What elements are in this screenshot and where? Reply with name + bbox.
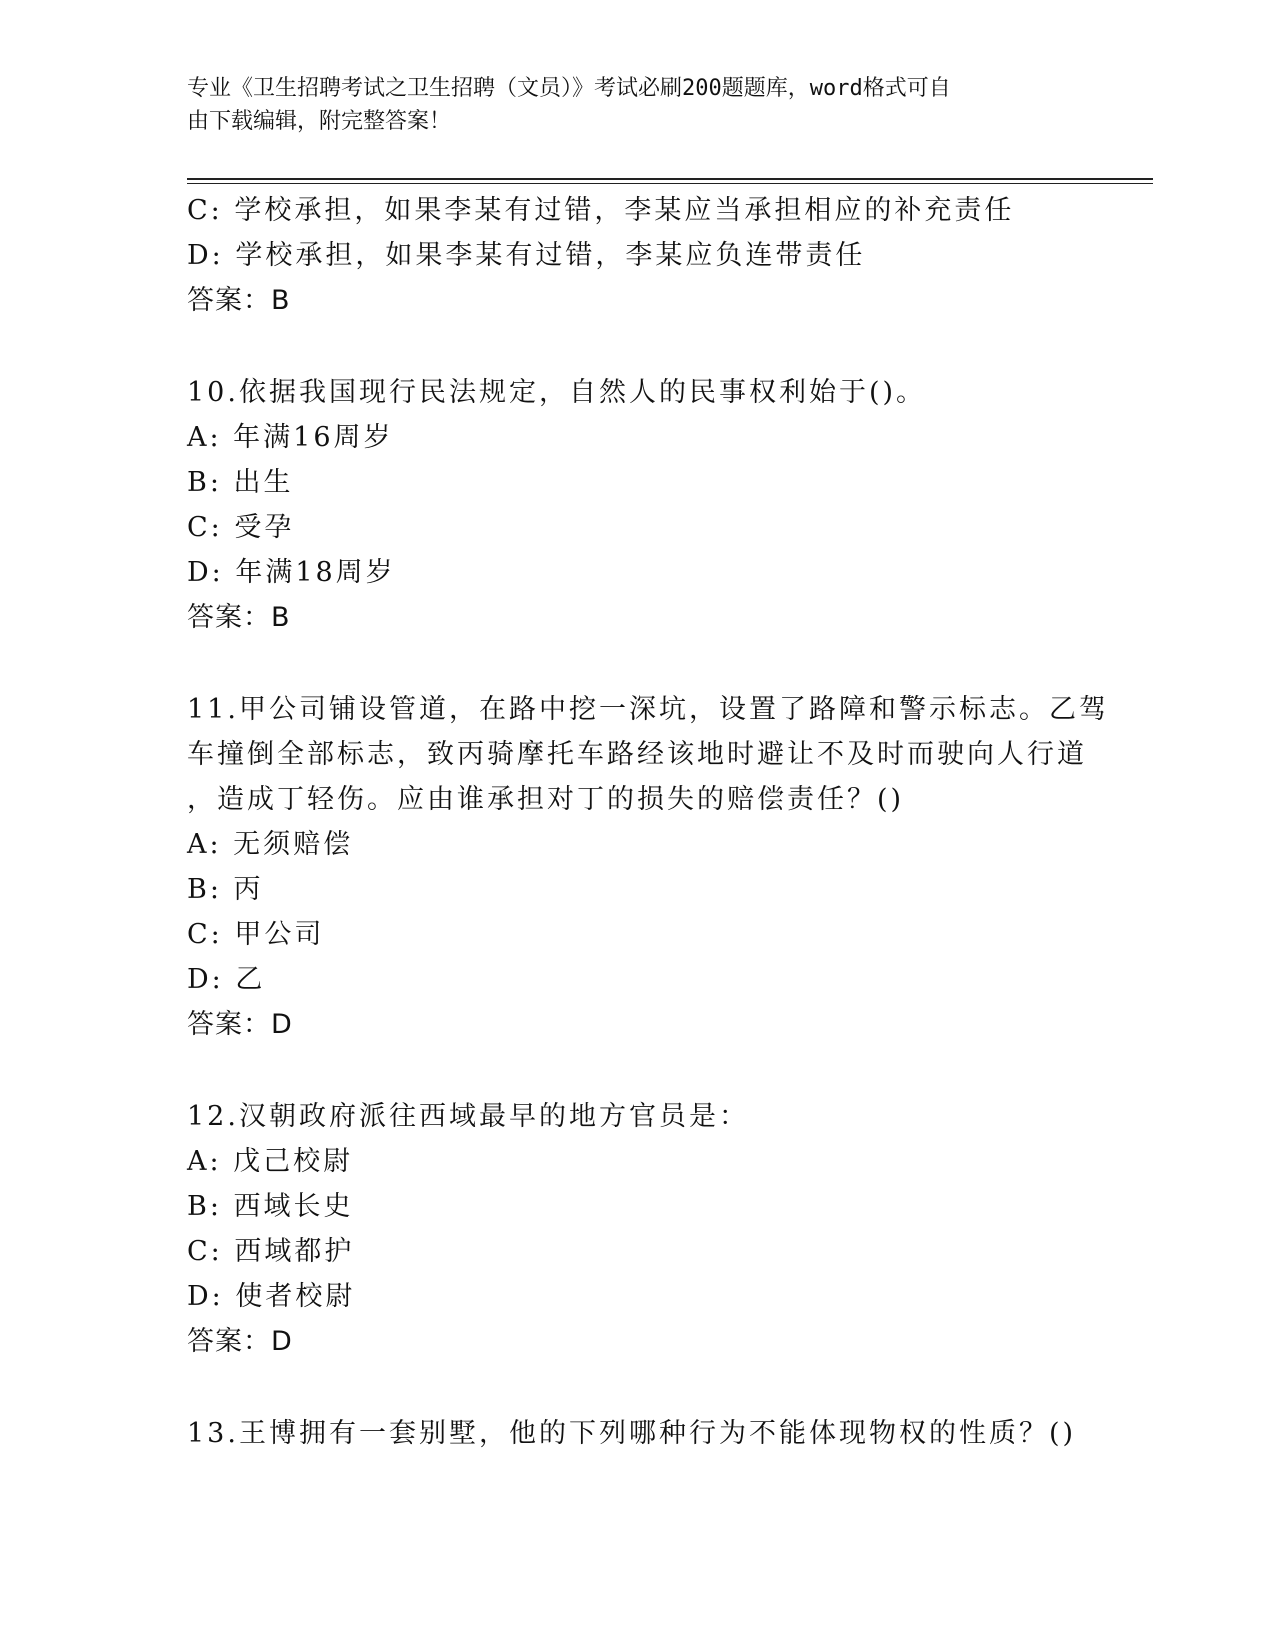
- question-12-option-a: A: 戊己校尉: [187, 1146, 354, 1177]
- question-10: [187, 370, 1127, 640]
- prev-option-d: D: 学校承担，如果李某有过错，李某应负连带责任: [187, 240, 866, 271]
- document-header: [187, 72, 1067, 138]
- question-11-text-line-2: 车撞倒全部标志，致丙骑摩托车路经该地时避让不及时而驶向人行道: [187, 739, 1087, 770]
- question-12-answer: 答案：D: [187, 1326, 293, 1357]
- question-13-text: 13.王博拥有一套别墅，他的下列哪种行为不能体现物权的性质？(): [187, 1418, 1077, 1449]
- question-11-option-b: B: 丙: [187, 874, 264, 905]
- question-11-option-c: C: 甲公司: [187, 919, 325, 950]
- question-list: [187, 188, 1127, 1456]
- question-11-text-line-3: ，造成丁轻伤。应由谁承担对丁的损失的赔偿责任？(): [187, 784, 905, 815]
- question-12: [187, 1094, 1127, 1364]
- question-10-answer: 答案：B: [187, 602, 291, 633]
- header-divider-thin: [187, 183, 1153, 184]
- question-11-text-line-1: 11.甲公司铺设管道，在路中挖一深坑，设置了路障和警示标志。乙驾: [187, 694, 1109, 725]
- question-12-text: 12.汉朝政府派往西域最早的地方官员是：: [187, 1101, 749, 1132]
- question-12-option-c: C: 西域都护: [187, 1236, 355, 1267]
- prev-option-c: C: 学校承担，如果李某有过错，李某应当承担相应的补充责任: [187, 195, 1015, 226]
- question-11: [187, 687, 1127, 1047]
- header-divider-thick: [187, 178, 1153, 180]
- prev-answer: 答案：B: [187, 285, 291, 316]
- question-11-option-a: A: 无须赔偿: [187, 829, 354, 860]
- question-11-answer: 答案：D: [187, 1009, 293, 1040]
- question-11-option-d: D: 乙: [187, 964, 266, 995]
- question-12-option-d: D: 使者校尉: [187, 1281, 356, 1312]
- question-12-option-b: B: 西域长史: [187, 1191, 354, 1222]
- question-10-option-a: A: 年满16周岁: [187, 422, 394, 453]
- question-10-option-b: B: 出生: [187, 467, 294, 498]
- question-10-option-c: C: 受孕: [187, 512, 295, 543]
- question-13: [187, 1411, 1127, 1456]
- header-line-1: 专业《卫生招聘考试之卫生招聘（文员）》考试必刷200题题库，word格式可自: [187, 76, 951, 101]
- question-10-text: 10.依据我国现行民法规定，自然人的民事权利始于()。: [187, 377, 927, 408]
- question-10-option-d: D: 年满18周岁: [187, 557, 396, 588]
- header-line-2: 由下载编辑，附完整答案！: [187, 109, 452, 134]
